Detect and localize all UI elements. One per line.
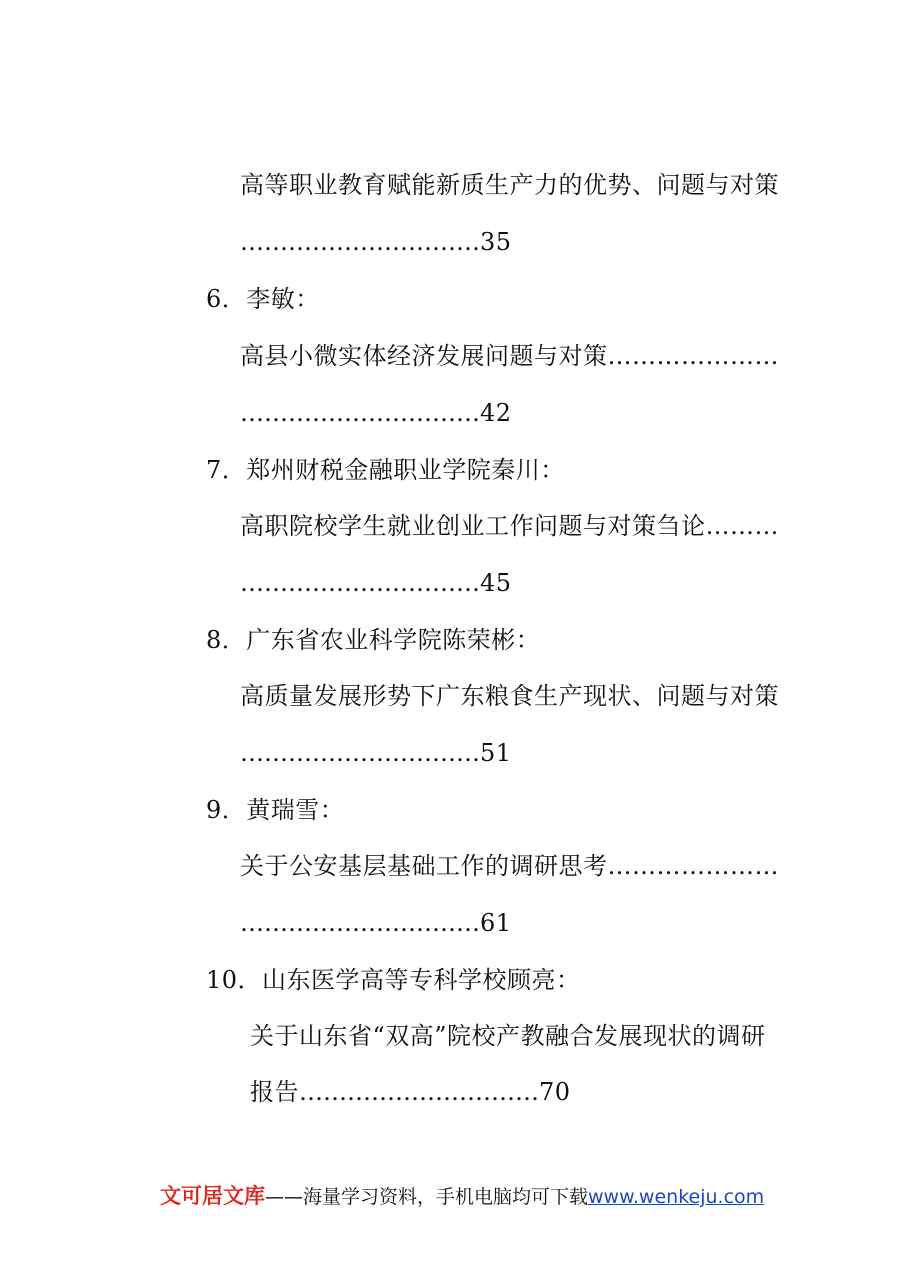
toc-entry-8-page-line (240, 738, 512, 768)
toc-entry-10-page: 70 (539, 1078, 571, 1106)
toc-entry-9-page: 61 (480, 909, 512, 937)
toc-entry-9-title: 关于公安基层基础工作的调研思考………………… (240, 852, 779, 880)
toc-entry-10-heading: 10．山东医学高等专科学校顾亮： (206, 966, 581, 994)
toc-entry-6-title: 高县小微实体经济发展问题与对策………………… (240, 342, 779, 370)
toc-entry-10-title: 关于山东省“双高”院校产教融合发展现状的调研 (250, 1022, 766, 1050)
toc-entry-5-page-line (240, 227, 512, 257)
brand-name: 文可居文库 (160, 1184, 265, 1208)
toc-entry-9-heading: 9．黄瑞雪： (206, 796, 345, 824)
toc-entry-10-title-cont: 报告 (250, 1078, 299, 1106)
toc-entry-7-heading: 7．郑州财税金融职业学院秦川： (206, 456, 565, 484)
toc-entry-5-page: 35 (480, 228, 512, 256)
site-link[interactable]: www.wenkeju.com (588, 1186, 765, 1208)
toc-leader-dots: ………………………… (240, 228, 480, 256)
footer-banner (160, 1182, 764, 1211)
toc-entry-6-heading: 6．李敏： (206, 285, 320, 313)
toc-leader-dots: ………………………… (240, 739, 480, 767)
toc-entry-7-page: 45 (480, 569, 512, 597)
toc-entry-9-page-line (240, 908, 512, 938)
toc-leader-dots: ………………………… (240, 399, 480, 427)
toc-leader-dots: ………………………… (240, 569, 480, 597)
toc-entry-8-heading: 8．广东省农业科学院陈荣彬： (206, 626, 541, 654)
footer-tagline: ——海量学习资料，手机电脑均可下载 (265, 1186, 589, 1208)
toc-entry-6-page-line (240, 398, 512, 428)
toc-entry-5-title: 高等职业教育赋能新质生产力的优势、问题与对策 (240, 171, 779, 199)
toc-entry-7-title: 高职院校学生就业创业工作问题与对策刍论……… (240, 512, 779, 540)
toc-entry-10-page-line (250, 1077, 571, 1107)
toc-entry-8-page: 51 (480, 739, 512, 767)
toc-entry-7-page-line (240, 568, 512, 598)
toc-entry-6-page: 42 (480, 399, 512, 427)
toc-leader-dots: ………………………… (240, 909, 480, 937)
toc-leader-dots: ………………………… (299, 1078, 539, 1106)
toc-entry-8-title: 高质量发展形势下广东粮食生产现状、问题与对策 (240, 682, 779, 710)
